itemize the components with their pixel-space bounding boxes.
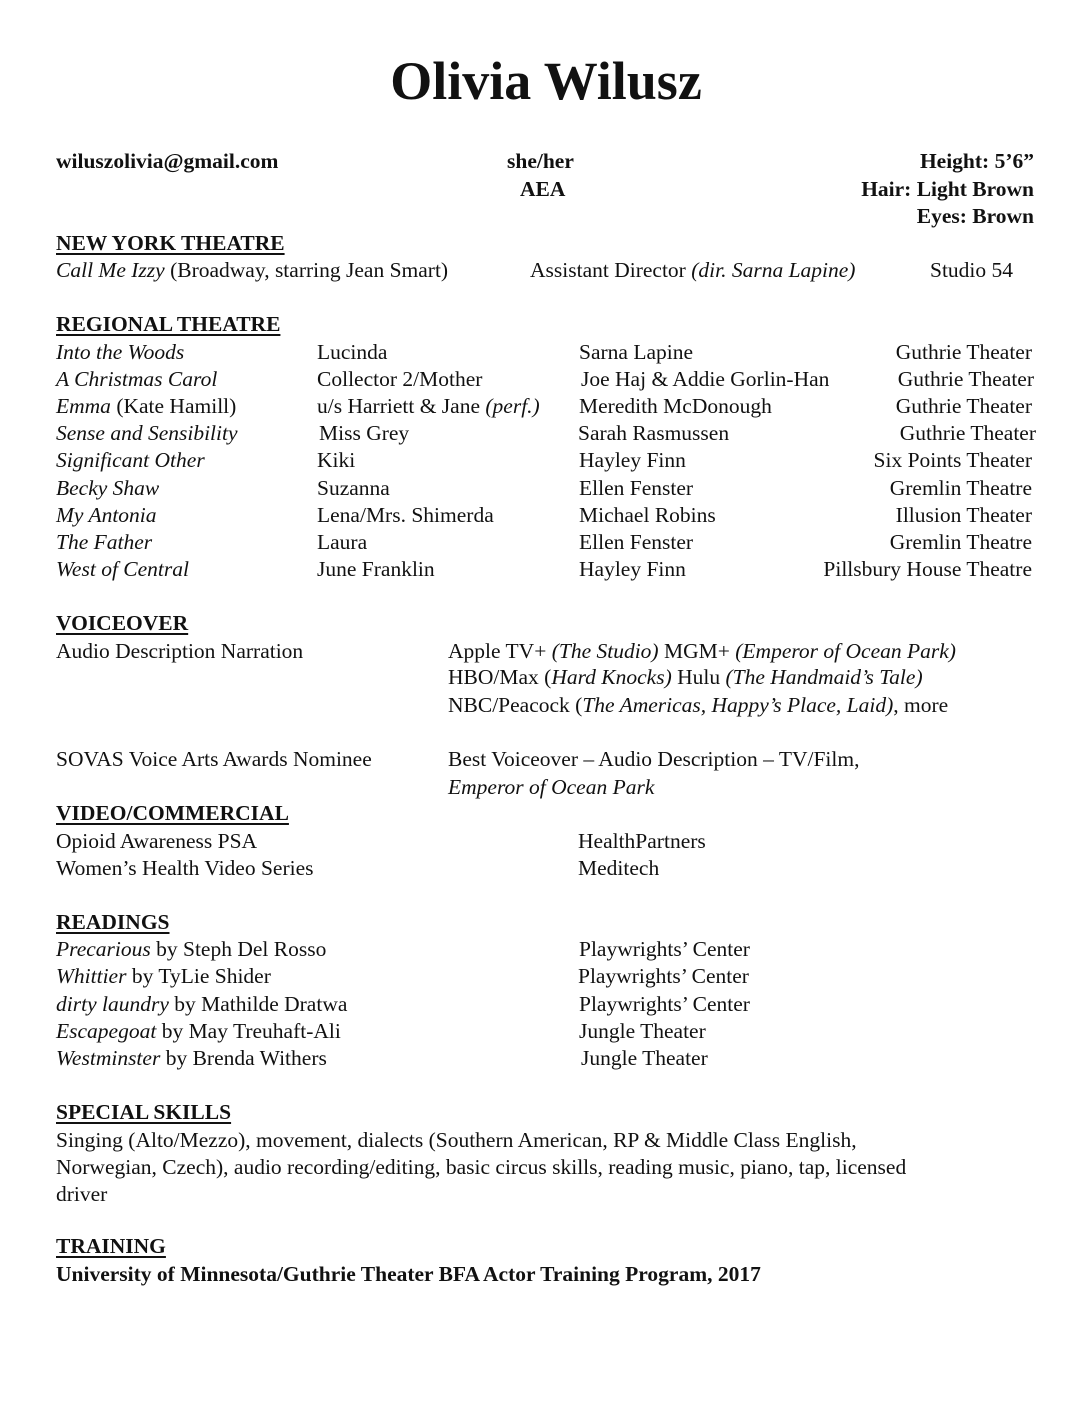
credit-venue: Studio 54 (930, 258, 1014, 282)
director: Michael Robins (579, 503, 716, 527)
show-title: Becky Shaw (56, 476, 160, 500)
eyes: Eyes: Brown (916, 204, 1034, 228)
venue: Gremlin Theatre (889, 476, 1032, 500)
role: Laura (317, 530, 368, 554)
show-title: West of Central (56, 557, 189, 581)
role: Suzanna (317, 476, 390, 500)
height: Height: 5’6” (919, 149, 1034, 173)
role: u/s Harriett & Jane (perf.) (317, 394, 540, 418)
director: Hayley Finn (579, 557, 686, 581)
video-project: Opioid Awareness PSA (56, 829, 258, 853)
director: Sarah Rasmussen (578, 421, 730, 445)
venue: Guthrie Theater (899, 421, 1036, 445)
venue: Guthrie Theater (897, 367, 1034, 391)
venue: Gremlin Theatre (889, 530, 1032, 554)
reading-venue: Jungle Theater (581, 1046, 708, 1070)
award-label: SOVAS Voice Arts Awards Nominee (56, 747, 372, 771)
show-title: Significant Other (56, 448, 205, 472)
show-title: Emma (Kate Hamill) (56, 394, 237, 418)
voiceover-credits-line: NBC/Peacock (The Americas, Happy’s Place, Laid), more (448, 693, 949, 717)
reading-title: Precarious by Steph Del Rosso (56, 937, 327, 961)
award-show: Emperor of Ocean Park (448, 775, 655, 799)
show-title: A Christmas Carol (56, 367, 218, 391)
video-client: HealthPartners (578, 829, 706, 853)
venue: Guthrie Theater (895, 394, 1032, 418)
training-text: University of Minnesota/Guthrie Theater BFA Actor Training Program, 2017 (56, 1262, 761, 1286)
role: Lena/Mrs. Shimerda (317, 503, 494, 527)
show-title: The Father (56, 530, 153, 554)
venue: Six Points Theater (873, 448, 1032, 472)
video-client: Meditech (578, 856, 660, 880)
director: Sarna Lapine (579, 340, 694, 364)
credit-role: Assistant Director (dir. Sarna Lapine) (530, 258, 856, 282)
section-heading-voiceover: VOICEOVER (56, 611, 189, 635)
reading-title: Whittier by TyLie Shider (56, 964, 271, 988)
hair: Hair: Light Brown (861, 177, 1034, 201)
reading-venue: Playwrights’ Center (579, 937, 750, 961)
director: Meredith McDonough (579, 394, 772, 418)
section-heading-skills: SPECIAL SKILLS (56, 1100, 232, 1124)
venue: Guthrie Theater (895, 340, 1032, 364)
role: June Franklin (317, 557, 435, 581)
voiceover-label: Audio Description Narration (56, 639, 304, 663)
pronouns: she/her (507, 149, 574, 173)
reading-title: Escapegoat by May Treuhaft-Ali (56, 1019, 341, 1043)
role: Collector 2/Mother (317, 367, 483, 391)
director: Ellen Fenster (579, 530, 694, 554)
reading-venue: Playwrights’ Center (578, 964, 749, 988)
reading-venue: Playwrights’ Center (579, 992, 750, 1016)
venue: Illusion Theater (895, 503, 1032, 527)
section-heading-readings: READINGS (56, 910, 170, 934)
voiceover-credits-line: Apple TV+ (The Studio) MGM+ (Emperor of Ocean Park) (448, 639, 956, 663)
show-title: My Antonia (56, 503, 157, 527)
role: Miss Grey (319, 421, 410, 445)
section-heading-regional: REGIONAL THEATRE (56, 312, 281, 336)
voiceover-credits-line: HBO/Max (Hard Knocks) Hulu (The Handmaid’s Tale) (448, 665, 923, 689)
director: Ellen Fenster (579, 476, 694, 500)
video-project: Women’s Health Video Series (56, 856, 314, 880)
role: Kiki (317, 448, 356, 472)
union-status: AEA (520, 177, 566, 201)
email: wiluszolivia@gmail.com (56, 149, 279, 173)
section-heading-training: TRAINING (56, 1234, 166, 1258)
reading-venue: Jungle Theater (579, 1019, 706, 1043)
section-heading-video: VIDEO/COMMERCIAL (56, 801, 289, 825)
reading-title: dirty laundry by Mathilde Dratwa (56, 992, 348, 1016)
skills-line: Singing (Alto/Mezzo), movement, dialects (Southern American, RP & Middle Class English, (56, 1128, 857, 1152)
show-title: Sense and Sensibility (56, 421, 238, 445)
credit-title: Call Me Izzy (Broadway, starring Jean Smart) (56, 258, 449, 282)
skills-line: driver (56, 1182, 108, 1206)
section-heading-new-york: NEW YORK THEATRE (56, 231, 285, 255)
resume-name: Olivia Wilusz (390, 51, 702, 111)
director: Joe Haj & Addie Gorlin-Han (581, 367, 830, 391)
show-title: Into the Woods (56, 340, 185, 364)
reading-title: Westminster by Brenda Withers (56, 1046, 327, 1070)
skills-line: Norwegian, Czech), audio recording/editing, basic circus skills, reading music, piano, tap, licensed (56, 1155, 907, 1179)
director: Hayley Finn (579, 448, 686, 472)
role: Lucinda (317, 340, 388, 364)
venue: Pillsbury House Theatre (823, 557, 1032, 581)
award-text: Best Voiceover – Audio Description – TV/Film, (448, 747, 860, 771)
